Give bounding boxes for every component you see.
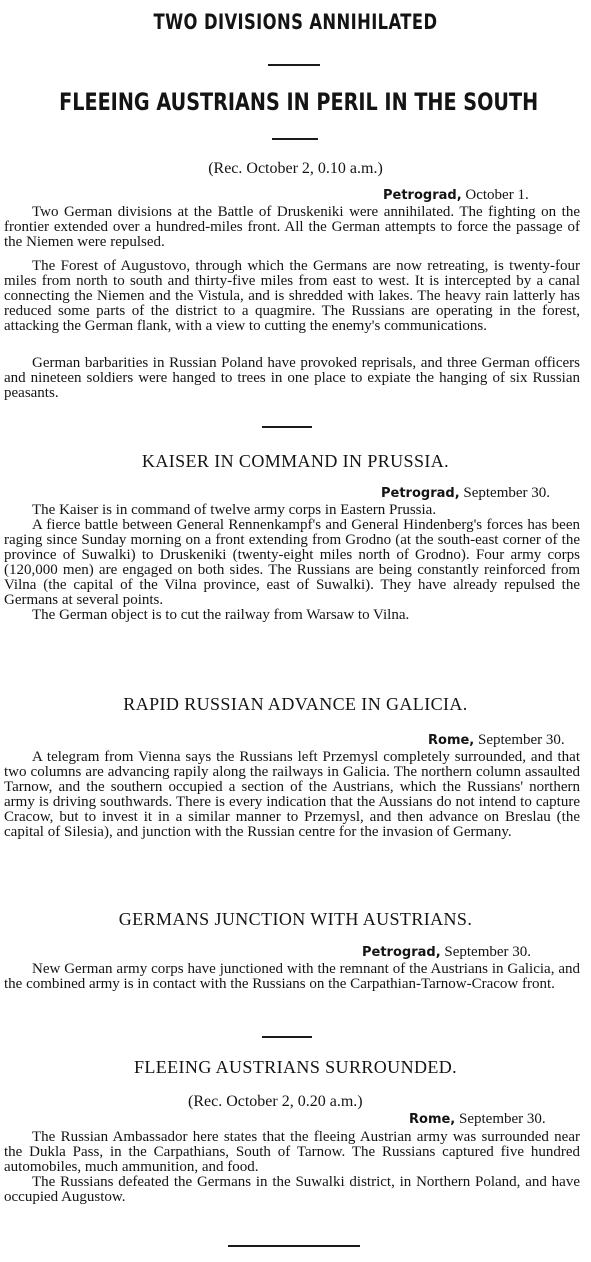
article-paragraph: The Russians defeated the Germans in the Suwalki district, in Northern Poland, and have occupied Augustow.	[4, 1174, 580, 1205]
article-paragraph: A telegram from Vienna says the Russians left Przemysl completely surrounded, and that two columns are advancing rapily along the railways in Galicia. The northern column assaulted Tarnow, and the southern occupied a section of the Austrians, which the Russians' northern army is driving southwards. There is every indication that the Aussians do not intend to capture Cracow, but to invest it in a similar manner to Przemysl, and then advance on Breslau (the capital of Silesia), and junction with the Russian centre for the invasion of Germany.	[4, 749, 580, 840]
article-paragraph: German barbarities in Russian Poland have provoked reprisals, and three German officers and nineteen soldiers were hanged to trees in one place to expiate the hanging of six Russian peasants.	[4, 355, 580, 401]
dateline	[428, 732, 565, 749]
article-paragraph: The Kaiser is in command of twelve army corps in Eastern Prussia.	[32, 502, 437, 518]
dateline-place: Petrograd,	[362, 945, 441, 960]
received-note: (Rec. October 2, 0.20 a.m.)	[188, 1093, 363, 1110]
dateline-date: September 30.	[459, 1111, 546, 1127]
article-paragraph: The Forest of Augustovo, through which the Germans are now retreating, is twenty-four miles from north to south and thirty-five miles from east to west. It is intercepted by a canal connecting the Niemen and the Vistula, and is shredded with lakes. The heavy rain latterly has reduced some parts of the district to a quagmire. The Russians are operating in the forest, attacking the German flank, with a view to cutting the enemy's communications.	[4, 258, 580, 334]
article-paragraph: Two German divisions at the Battle of Druskeniki were annihilated. The fighting on the frontier extended over a hundred-miles front. All the German attempts to force the passage of the Niemen were repulsed.	[4, 204, 580, 250]
article-paragraph: A fierce battle between General Rennenkampf's and General Hindenberg's forces has been raging since Sunday morning on a front extending from Grodno (at the south-east corner of the province of Suwalki) to Druskeniki (twenty-eight miles north of Grodno). Four army corps (120,000 men) are engaged on both sides. The Russians are being constantly reinforced from Vilna (the capital of the Vilna province, east of Suwalki). They have already repulsed the Germans at several points.	[4, 517, 580, 608]
divider	[228, 1245, 360, 1247]
dateline-place: Rome,	[428, 733, 475, 748]
dateline-date: September 30.	[444, 944, 532, 960]
section-heading: FLEEING AUSTRIANS SURROUNDED.	[133, 1057, 458, 1077]
dateline	[383, 187, 529, 204]
divider	[268, 64, 320, 66]
article-paragraph: New German army corps have junctioned with the remnant of the Austrians in Galicia, and the combined army is in contact with the Russians on the Carpathian-Tarnow-Cracow front.	[4, 961, 580, 992]
dateline-date: September 30.	[463, 485, 551, 501]
dateline	[409, 1111, 546, 1128]
received-note: (Rec. October 2, 0.10 a.m.)	[208, 160, 383, 177]
divider	[262, 1036, 312, 1038]
page-subtitle: FLEEING AUSTRIANS IN PERIL IN THE SOUTH	[59, 88, 539, 116]
section-heading: RAPID RUSSIAN ADVANCE IN GALICIA.	[123, 694, 468, 714]
dateline-place: Petrograd,	[381, 486, 460, 501]
dateline-date: September 30.	[478, 732, 565, 748]
article-paragraph: The Russian Ambassador here states that the fleeing Austrian army was surrounded near the Dukla Pass, in the Carpathians, South of Tarnow. The Russians captured five hundred automobiles, much ammunition, and food.	[4, 1129, 580, 1175]
section-heading: GERMANS JUNCTION WITH AUSTRIANS.	[118, 909, 473, 929]
dateline-place: Petrograd,	[383, 188, 462, 203]
dateline	[362, 944, 531, 961]
dateline-date: October 1.	[465, 187, 529, 203]
article-paragraph: The German object is to cut the railway from Warsaw to Vilna.	[32, 607, 410, 623]
dateline-place: Rome,	[409, 1112, 456, 1127]
section-heading: KAISER IN COMMAND IN PRUSSIA.	[141, 451, 450, 471]
dateline	[381, 485, 550, 502]
divider	[272, 138, 318, 140]
page-title: TWO DIVISIONS ANNIHILATED	[153, 10, 438, 34]
divider	[262, 426, 312, 428]
